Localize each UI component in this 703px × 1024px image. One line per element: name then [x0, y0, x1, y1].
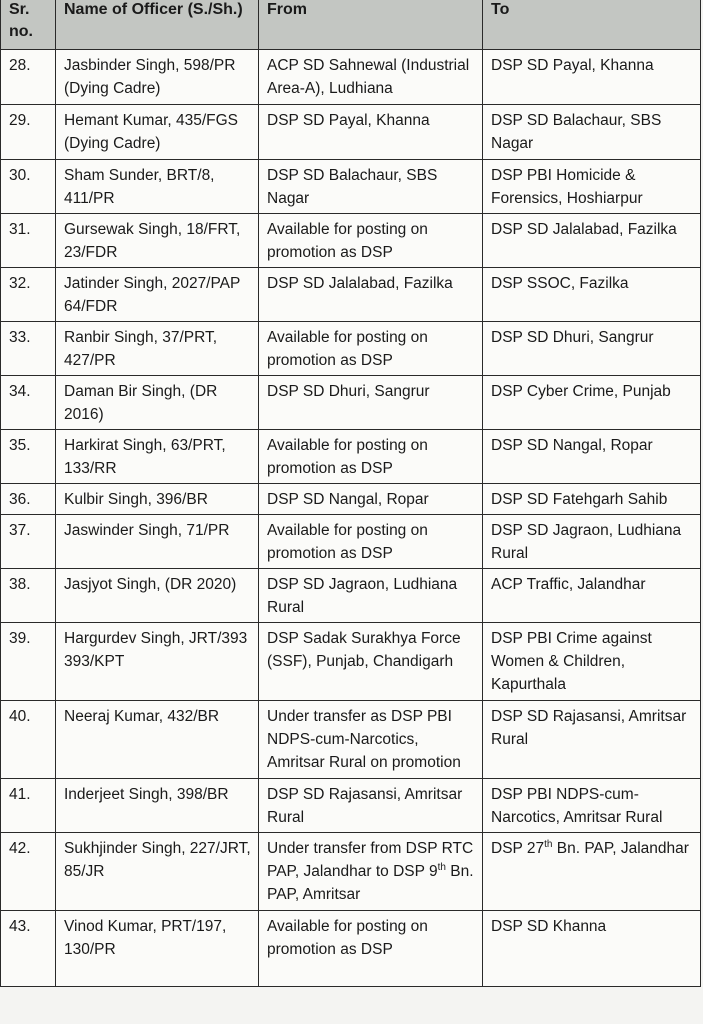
to-posting: DSP SD Rajasansi, Amritsar Rural — [483, 701, 701, 779]
ordinal-suffix: th — [437, 861, 446, 873]
officer-name: Neeraj Kumar, 432/BR — [56, 701, 259, 779]
to-posting: DSP PBI NDPS-cum-Narcotics, Amritsar Rural — [483, 779, 701, 833]
from-posting: Available for posting on promotion as DSP — [259, 214, 483, 268]
sr-no: 41. — [1, 779, 56, 833]
officer-name: Sukhjinder Singh, 227/JRT, 85/JR — [56, 833, 259, 911]
to-posting: DSP SSOC, Fazilka — [483, 268, 701, 322]
from-posting: DSP SD Payal, Khanna — [259, 105, 483, 160]
from-posting: Available for posting on promotion as DSP — [259, 515, 483, 569]
from-posting: Available for posting on promotion as DSP — [259, 430, 483, 484]
from-posting — [259, 833, 483, 911]
to-posting: DSP PBI Crime against Women & Children, Kapurthala — [483, 623, 701, 701]
to-posting: DSP SD Nangal, Ropar — [483, 430, 701, 484]
table-row — [1, 214, 701, 268]
table-row — [1, 268, 701, 322]
from-posting: Available for posting on promotion as DSP — [259, 911, 483, 987]
officer-cadre-note: (Dying Cadre) — [64, 80, 161, 97]
sr-no: 31. — [1, 214, 56, 268]
sr-no: 34. — [1, 376, 56, 430]
header-sr-no: Sr. no. — [1, 0, 56, 50]
from-posting: Available for posting on promotion as DSP — [259, 322, 483, 376]
officer-name-line: Hemant Kumar, 435/FGS — [64, 112, 239, 129]
sr-no: 42. — [1, 833, 56, 911]
sr-no: 39. — [1, 623, 56, 701]
from-posting: DSP SD Rajasansi, Amritsar Rural — [259, 779, 483, 833]
officer-name: Harkirat Singh, 63/PRT, 133/RR — [56, 430, 259, 484]
officer-name — [56, 105, 259, 160]
officer-name: Jaswinder Singh, 71/PR — [56, 515, 259, 569]
table-row — [1, 160, 701, 214]
to-posting: ACP Traffic, Jalandhar — [483, 569, 701, 623]
from-posting: DSP SD Dhuri, Sangrur — [259, 376, 483, 430]
from-posting: DSP Sadak Surakhya Force (SSF), Punjab, Chandigarh — [259, 623, 483, 701]
to-posting: DSP SD Jalalabad, Fazilka — [483, 214, 701, 268]
header-from: From — [259, 0, 483, 50]
officer-name-line: Jasbinder Singh, 598/PR — [64, 57, 236, 74]
officer-name: Daman Bir Singh, (DR 2016) — [56, 376, 259, 430]
table-row — [1, 833, 701, 911]
officer-name — [56, 50, 259, 105]
table-row — [1, 322, 701, 376]
to-posting: DSP SD Jagraon, Ludhiana Rural — [483, 515, 701, 569]
to-posting: DSP PBI Homicide & Forensics, Hoshiarpur — [483, 160, 701, 214]
to-posting: DSP Cyber Crime, Punjab — [483, 376, 701, 430]
from-text: Bn. PAP, Amritsar — [267, 863, 474, 903]
officer-name: Kulbir Singh, 396/BR — [56, 484, 259, 515]
to-posting: DSP SD Khanna — [483, 911, 701, 987]
table-row — [1, 430, 701, 484]
from-posting: DSP SD Balachaur, SBS Nagar — [259, 160, 483, 214]
officer-name: Sham Sunder, BRT/8, 411/PR — [56, 160, 259, 214]
from-posting: DSP SD Nangal, Ropar — [259, 484, 483, 515]
from-posting: ACP SD Sahnewal (Industrial Area-A), Ludhiana — [259, 50, 483, 105]
officer-name: Jasjyot Singh, (DR 2020) — [56, 569, 259, 623]
table-row — [1, 515, 701, 569]
to-text: DSP 27 — [491, 840, 545, 857]
table-row — [1, 623, 701, 701]
ordinal-suffix: th — [544, 838, 553, 850]
to-posting: DSP SD Fatehgarh Sahib — [483, 484, 701, 515]
to-text: Bn. PAP, Jalandhar — [552, 840, 689, 857]
from-posting: DSP SD Jagraon, Ludhiana Rural — [259, 569, 483, 623]
to-posting: DSP SD Balachaur, SBS Nagar — [483, 105, 701, 160]
officer-name: Hargurdev Singh, JRT/393 393/KPT — [56, 623, 259, 701]
to-posting: DSP SD Payal, Khanna — [483, 50, 701, 105]
sr-no: 33. — [1, 322, 56, 376]
table-row — [1, 911, 701, 987]
officer-name: Jatinder Singh, 2027/PAP 64/FDR — [56, 268, 259, 322]
header-officer-name: Name of Officer (S./Sh.) — [56, 0, 259, 50]
from-posting: DSP SD Jalalabad, Fazilka — [259, 268, 483, 322]
officer-name: Inderjeet Singh, 398/BR — [56, 779, 259, 833]
sr-no: 36. — [1, 484, 56, 515]
table-row — [1, 569, 701, 623]
sr-no: 35. — [1, 430, 56, 484]
sr-no: 40. — [1, 701, 56, 779]
table-header-row — [1, 0, 701, 50]
officer-cadre-note: (Dying Cadre) — [64, 135, 161, 152]
sr-no: 37. — [1, 515, 56, 569]
table-row — [1, 779, 701, 833]
sr-no: 28. — [1, 50, 56, 105]
from-text: Under transfer from DSP RTC PAP, Jalandhar to DSP 9 — [267, 840, 474, 880]
sr-no: 43. — [1, 911, 56, 987]
to-posting: DSP SD Dhuri, Sangrur — [483, 322, 701, 376]
table-row — [1, 376, 701, 430]
table-row — [1, 105, 701, 160]
officer-name: Gursewak Singh, 18/FRT, 23/FDR — [56, 214, 259, 268]
officer-name: Vinod Kumar, PRT/197, 130/PR — [56, 911, 259, 987]
to-posting — [483, 833, 701, 911]
header-to: To — [483, 0, 701, 50]
table-row — [1, 50, 701, 105]
table-row — [1, 484, 701, 515]
sr-no: 29. — [1, 105, 56, 160]
officer-name: Ranbir Singh, 37/PRT, 427/PR — [56, 322, 259, 376]
sr-no: 32. — [1, 268, 56, 322]
from-posting: Under transfer as DSP PBI NDPS-cum-Narcotics, Amritsar Rural on promotion — [259, 701, 483, 779]
sr-no: 38. — [1, 569, 56, 623]
sr-no: 30. — [1, 160, 56, 214]
table-row — [1, 701, 701, 779]
